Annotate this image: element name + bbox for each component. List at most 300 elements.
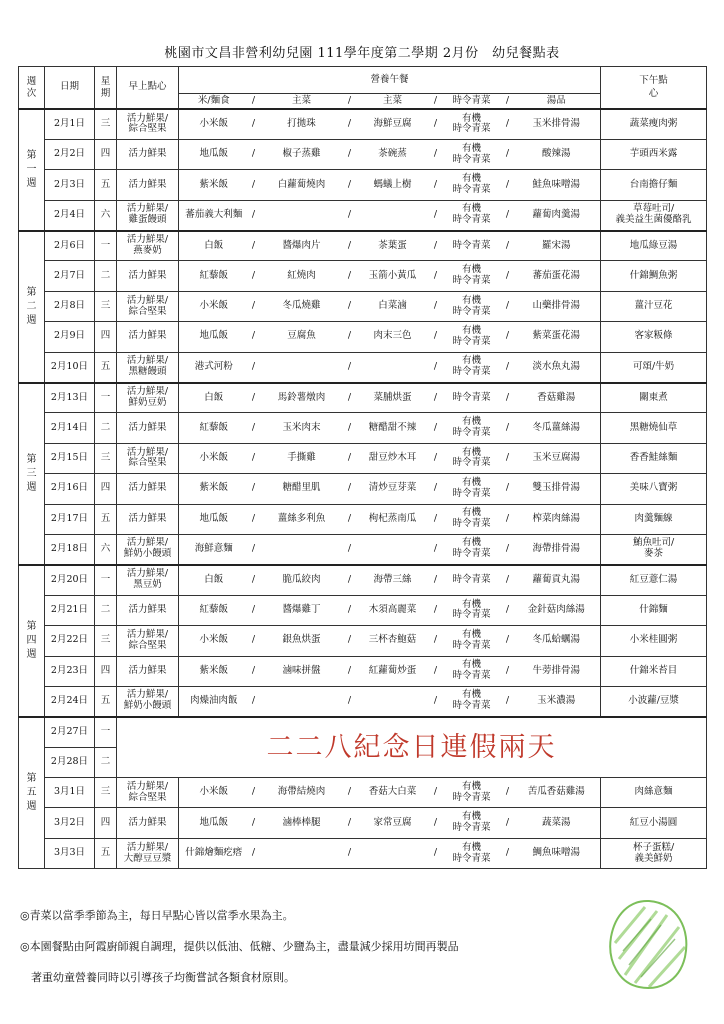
slash: / (249, 838, 259, 868)
afternoon-snack: 蔬菜瘦肉粥 (601, 109, 707, 139)
weekday-cell: 五 (95, 352, 117, 382)
main-dish-1 (259, 686, 345, 716)
slash: / (249, 94, 259, 110)
main-dish-1: 薑絲多利魚 (259, 504, 345, 534)
header-soup: 湯品 (513, 94, 601, 110)
slash: / (431, 291, 441, 321)
slash: / (503, 838, 513, 868)
cabbage-illustration (605, 895, 693, 995)
table-row (19, 686, 707, 716)
morning-snack: 活力鮮果/ 鮮奶豆奶 (117, 383, 179, 413)
slash: / (503, 778, 513, 808)
slash: / (345, 383, 355, 413)
slash: / (503, 443, 513, 473)
soup-cell: 玉米排骨湯 (513, 109, 601, 139)
slash: / (503, 595, 513, 625)
afternoon-snack: 肉絲意麵 (601, 778, 707, 808)
afternoon-snack: 關東煮 (601, 383, 707, 413)
table-row (19, 474, 707, 504)
date-cell: 3月3日 (45, 838, 95, 868)
table-row (19, 656, 707, 686)
table-row (19, 534, 707, 564)
table-row (19, 595, 707, 625)
date-cell: 2月1日 (45, 109, 95, 139)
table-row (19, 504, 707, 534)
rice-cell: 小米飯 (179, 291, 249, 321)
slash: / (249, 322, 259, 352)
weekday-cell: 五 (95, 504, 117, 534)
main-dish-1 (259, 200, 345, 230)
morning-snack: 活力鮮果 (117, 504, 179, 534)
header-weekday: 星期 (95, 67, 117, 110)
morning-snack: 活力鮮果/ 鮮奶小饅頭 (117, 534, 179, 564)
afternoon-snack: 黑糖燒仙草 (601, 413, 707, 443)
slash: / (249, 413, 259, 443)
date-cell: 2月4日 (45, 200, 95, 230)
main-dish-1 (259, 352, 345, 382)
slash: / (249, 474, 259, 504)
slash: / (345, 170, 355, 200)
date-cell: 2月28日 (45, 747, 95, 777)
slash: / (503, 808, 513, 838)
slash: / (345, 686, 355, 716)
weekday-cell: 四 (95, 139, 117, 169)
table-row (19, 170, 707, 200)
vegetable-cell: 有機 時令青菜 (441, 261, 503, 291)
vegetable-cell: 有機 時令青菜 (441, 322, 503, 352)
slash: / (503, 474, 513, 504)
rice-cell: 白飯 (179, 383, 249, 413)
main-dish-1: 手撕雞 (259, 443, 345, 473)
vegetable-cell: 有機 時令青菜 (441, 352, 503, 382)
slash: / (345, 261, 355, 291)
weekday-cell: 四 (95, 322, 117, 352)
main-dish-1: 玉米肉末 (259, 413, 345, 443)
slash: / (249, 626, 259, 656)
week-label-char: 第 (26, 286, 37, 298)
main-dish-2 (355, 200, 431, 230)
menu-body (19, 109, 707, 869)
slash: / (431, 474, 441, 504)
afternoon-snack: 什錦米苔目 (601, 656, 707, 686)
slash: / (503, 565, 513, 595)
date-cell: 2月10日 (45, 352, 95, 382)
soup-cell: 榨菜肉絲湯 (513, 504, 601, 534)
week-label-char: 第 (26, 149, 37, 161)
vegetable-cell: 有機 時令青菜 (441, 139, 503, 169)
slash: / (249, 686, 259, 716)
date-cell: 2月8日 (45, 291, 95, 321)
header-date: 日期 (45, 67, 95, 110)
slash: / (503, 504, 513, 534)
main-dish-1: 豆腐魚 (259, 322, 345, 352)
slash: / (249, 808, 259, 838)
slash: / (431, 595, 441, 625)
vegetable-cell: 有機 時令青菜 (441, 200, 503, 230)
afternoon-snack: 杯子蛋糕/ 義美鮮奶 (601, 838, 707, 868)
afternoon-snack: 小米桂圓粥 (601, 626, 707, 656)
rice-cell: 白飯 (179, 231, 249, 261)
morning-snack: 活力鮮果/ 大醇豆豆漿 (117, 838, 179, 868)
weekday-cell: 一 (95, 383, 117, 413)
rice-cell: 蕃茄義大利麵 (179, 200, 249, 230)
vegetable-cell: 有機 時令青菜 (441, 413, 503, 443)
slash: / (503, 626, 513, 656)
table-row (19, 383, 707, 413)
date-cell: 2月20日 (45, 565, 95, 595)
week-label-char: 第 (26, 620, 37, 632)
soup-cell: 蘿蔔肉羹湯 (513, 200, 601, 230)
soup-cell: 酸辣湯 (513, 139, 601, 169)
slash: / (345, 808, 355, 838)
afternoon-snack: 芋頭西米露 (601, 139, 707, 169)
date-cell: 2月14日 (45, 413, 95, 443)
rice-cell: 地瓜飯 (179, 808, 249, 838)
soup-cell: 玉米豆腐湯 (513, 443, 601, 473)
header-morning: 早上點心 (117, 67, 179, 110)
main-dish-1: 海帶結燒肉 (259, 778, 345, 808)
rice-cell: 地瓜飯 (179, 139, 249, 169)
rice-cell: 地瓜飯 (179, 322, 249, 352)
menu-table (18, 66, 707, 869)
slash: / (345, 626, 355, 656)
morning-snack: 活力鮮果 (117, 595, 179, 625)
table-row (19, 109, 707, 139)
main-dish-2: 糖醋甜不辣 (355, 413, 431, 443)
table-row (19, 261, 707, 291)
slash: / (345, 109, 355, 139)
slash: / (345, 504, 355, 534)
week-label-char: 一 (26, 163, 37, 175)
slash: / (345, 534, 355, 564)
header-veg: 時令青菜 (441, 94, 503, 110)
weekday-cell: 二 (95, 261, 117, 291)
soup-cell: 鮭魚味噌湯 (513, 170, 601, 200)
slash: / (345, 474, 355, 504)
slash: / (345, 778, 355, 808)
slash: / (431, 352, 441, 382)
afternoon-snack: 紅豆小湯圓 (601, 808, 707, 838)
vegetable-cell: 有機 時令青菜 (441, 808, 503, 838)
note-1: ◎青菜以當季季節為主，每日早點心皆以當季水果為主。 (20, 909, 294, 922)
slash: / (249, 656, 259, 686)
weekday-cell: 三 (95, 109, 117, 139)
date-cell: 2月21日 (45, 595, 95, 625)
soup-cell: 羅宋湯 (513, 231, 601, 261)
vegetable-cell: 有機 時令青菜 (441, 170, 503, 200)
slash: / (345, 352, 355, 382)
vegetable-cell: 有機 時令青菜 (441, 595, 503, 625)
main-dish-1: 糖醋里肌 (259, 474, 345, 504)
date-cell: 2月9日 (45, 322, 95, 352)
slash: / (431, 231, 441, 261)
main-dish-1: 醬爆雞丁 (259, 595, 345, 625)
slash: / (431, 261, 441, 291)
main-dish-2: 肉末三色 (355, 322, 431, 352)
rice-cell: 紅藜飯 (179, 595, 249, 625)
main-dish-1: 銀魚烘蛋 (259, 626, 345, 656)
slash: / (503, 686, 513, 716)
table-row (19, 808, 707, 838)
slash: / (249, 443, 259, 473)
morning-snack: 活力鮮果/ 綜合堅果 (117, 443, 179, 473)
slash: / (503, 352, 513, 382)
slash: / (431, 109, 441, 139)
weekday-cell: 五 (95, 838, 117, 868)
afternoon-snack: 草莓吐司/ 義美益生菌優酪乳 (601, 200, 707, 230)
main-dish-2: 海鮮豆腐 (355, 109, 431, 139)
header-main1: 主菜 (259, 94, 345, 110)
vegetable-cell: 有機 時令青菜 (441, 291, 503, 321)
morning-snack: 活力鮮果/ 綜合堅果 (117, 778, 179, 808)
weekday-cell: 三 (95, 443, 117, 473)
main-dish-1: 馬鈴薯燉肉 (259, 383, 345, 413)
main-dish-2: 螞蟻上樹 (355, 170, 431, 200)
table-row (19, 231, 707, 261)
table-row (19, 838, 707, 868)
rice-cell: 什錦燴麵疙瘩 (179, 838, 249, 868)
rice-cell: 地瓜飯 (179, 504, 249, 534)
soup-cell: 牛蒡排骨湯 (513, 656, 601, 686)
main-dish-2: 甜豆炒木耳 (355, 443, 431, 473)
morning-snack: 活力鮮果/ 黑糖饅頭 (117, 352, 179, 382)
slash: / (503, 383, 513, 413)
weekday-cell: 五 (95, 686, 117, 716)
afternoon-snack: 客家粄條 (601, 322, 707, 352)
date-cell: 2月27日 (45, 717, 95, 747)
main-dish-2 (355, 686, 431, 716)
morning-snack: 活力鮮果/ 雞蛋饅頭 (117, 200, 179, 230)
morning-snack: 活力鮮果/ 黑豆奶 (117, 565, 179, 595)
page-title: 桃園市文昌非營利幼兒園 111學年度第二學期 2月份 幼兒餐點表 (164, 46, 560, 61)
slash: / (249, 291, 259, 321)
slash: / (345, 200, 355, 230)
main-dish-1 (259, 534, 345, 564)
week-label-char: 週 (26, 481, 37, 493)
week-label-char: 二 (26, 300, 37, 312)
week-label-char: 週 (26, 648, 37, 660)
slash: / (503, 534, 513, 564)
header-lunch: 營養午餐 (179, 67, 601, 94)
weekday-cell: 二 (95, 595, 117, 625)
slash: / (503, 413, 513, 443)
table-row (19, 565, 707, 595)
morning-snack: 活力鮮果 (117, 656, 179, 686)
weekday-cell: 一 (95, 565, 117, 595)
slash: / (431, 565, 441, 595)
table-row (19, 626, 707, 656)
afternoon-snack: 香香鮭絲麵 (601, 443, 707, 473)
morning-snack: 活力鮮果/ 綜合堅果 (117, 291, 179, 321)
header-rice: 米/麵食 (179, 94, 249, 110)
vegetable-cell: 有機 時令青菜 (441, 778, 503, 808)
soup-cell: 鯛魚味噌湯 (513, 838, 601, 868)
main-dish-1: 打拋珠 (259, 109, 345, 139)
soup-cell: 蘿蔔貢丸湯 (513, 565, 601, 595)
soup-cell: 蕃茄蛋花湯 (513, 261, 601, 291)
main-dish-2: 玉箭小黃瓜 (355, 261, 431, 291)
morning-snack: 活力鮮果 (117, 170, 179, 200)
date-cell: 2月7日 (45, 261, 95, 291)
afternoon-snack: 什錦麵 (601, 595, 707, 625)
vegetable-cell: 有機 時令青菜 (441, 686, 503, 716)
rice-cell: 海鮮意麵 (179, 534, 249, 564)
note-3: 著重幼童營養同時以引導孩子均衡嘗試各類食材原則。 (20, 971, 295, 984)
weekday-cell: 四 (95, 656, 117, 686)
date-cell: 2月15日 (45, 443, 95, 473)
vegetable-cell: 有機 時令青菜 (441, 443, 503, 473)
week-label-char: 四 (26, 634, 37, 646)
morning-snack: 活力鮮果/ 綜合堅果 (117, 626, 179, 656)
week-label-char: 第 (26, 453, 37, 465)
main-dish-1: 醬爆肉片 (259, 231, 345, 261)
rice-cell: 紅藜飯 (179, 261, 249, 291)
header-afternoon: 下午點心 (601, 67, 707, 110)
main-dish-2: 茶碗蒸 (355, 139, 431, 169)
date-cell: 2月13日 (45, 383, 95, 413)
soup-cell: 海帶排骨湯 (513, 534, 601, 564)
rice-cell: 小米飯 (179, 109, 249, 139)
slash: / (249, 352, 259, 382)
main-dish-2: 海帶三絲 (355, 565, 431, 595)
soup-cell: 冬瓜薑絲湯 (513, 413, 601, 443)
weekday-cell: 六 (95, 200, 117, 230)
slash: / (431, 94, 441, 110)
morning-snack: 活力鮮果 (117, 474, 179, 504)
week-label-char: 三 (26, 467, 37, 479)
main-dish-1: 滷味拼盤 (259, 656, 345, 686)
morning-snack: 活力鮮果 (117, 322, 179, 352)
slash: / (345, 291, 355, 321)
week-label-char: 五 (26, 787, 37, 799)
slash: / (431, 170, 441, 200)
date-cell: 2月18日 (45, 534, 95, 564)
date-cell: 2月22日 (45, 626, 95, 656)
main-dish-2: 枸杞蒸南瓜 (355, 504, 431, 534)
slash: / (431, 443, 441, 473)
slash: / (431, 139, 441, 169)
vegetable-cell: 有機 時令青菜 (441, 534, 503, 564)
slash: / (503, 94, 513, 110)
main-dish-1: 椒子蒸雞 (259, 139, 345, 169)
vegetable-cell: 有機 時令青菜 (441, 626, 503, 656)
slash: / (345, 656, 355, 686)
slash: / (431, 778, 441, 808)
slash: / (503, 139, 513, 169)
rice-cell: 小米飯 (179, 778, 249, 808)
weekday-cell: 五 (95, 170, 117, 200)
vegetable-cell: 有機 時令青菜 (441, 474, 503, 504)
afternoon-snack: 台南擔仔麵 (601, 170, 707, 200)
date-cell: 3月2日 (45, 808, 95, 838)
soup-cell: 山藥排骨湯 (513, 291, 601, 321)
soup-cell: 雙玉排骨湯 (513, 474, 601, 504)
main-dish-2: 清炒豆芽菜 (355, 474, 431, 504)
slash: / (345, 838, 355, 868)
vegetable-cell: 時令青菜 (441, 231, 503, 261)
soup-cell: 冬瓜蛤蠣湯 (513, 626, 601, 656)
week-label (19, 231, 45, 383)
slash: / (431, 656, 441, 686)
slash: / (431, 838, 441, 868)
weekday-cell: 四 (95, 474, 117, 504)
slash: / (249, 595, 259, 625)
slash: / (345, 443, 355, 473)
rice-cell: 紫米飯 (179, 170, 249, 200)
vegetable-cell: 有機 時令青菜 (441, 504, 503, 534)
slash: / (431, 383, 441, 413)
rice-cell: 港式河粉 (179, 352, 249, 382)
main-dish-2: 香菇大白菜 (355, 778, 431, 808)
week-label-char: 週 (26, 177, 37, 189)
rice-cell: 紫米飯 (179, 656, 249, 686)
morning-snack: 活力鮮果/ 綜合堅果 (117, 109, 179, 139)
main-dish-2: 紅蘿蔔炒蛋 (355, 656, 431, 686)
afternoon-snack: 可頌/牛奶 (601, 352, 707, 382)
slash: / (431, 808, 441, 838)
soup-cell: 紫菜蛋花湯 (513, 322, 601, 352)
week-label (19, 717, 45, 869)
table-row (19, 443, 707, 473)
header-main2: 主菜 (355, 94, 431, 110)
slash: / (345, 231, 355, 261)
main-dish-1: 滷棒棒腿 (259, 808, 345, 838)
table-row (19, 413, 707, 443)
afternoon-snack: 薑汁豆花 (601, 291, 707, 321)
week-label-char: 週 (26, 314, 37, 326)
slash: / (249, 109, 259, 139)
soup-cell: 金針菇肉絲湯 (513, 595, 601, 625)
morning-snack: 活力鮮果 (117, 808, 179, 838)
slash: / (431, 534, 441, 564)
soup-cell: 蔬菜湯 (513, 808, 601, 838)
date-cell: 2月24日 (45, 686, 95, 716)
soup-cell: 苦瓜香菇雞湯 (513, 778, 601, 808)
main-dish-1: 脆瓜絞肉 (259, 565, 345, 595)
morning-snack: 活力鮮果/ 鮮奶小饅頭 (117, 686, 179, 716)
slash: / (249, 534, 259, 564)
main-dish-1 (259, 838, 345, 868)
main-dish-2 (355, 534, 431, 564)
week-label (19, 109, 45, 231)
weekday-cell: 一 (95, 717, 117, 747)
slash: / (249, 231, 259, 261)
date-cell: 2月2日 (45, 139, 95, 169)
date-cell: 2月3日 (45, 170, 95, 200)
table-row (19, 778, 707, 808)
morning-snack: 活力鮮果 (117, 139, 179, 169)
date-cell: 3月1日 (45, 778, 95, 808)
vegetable-cell: 有機 時令青菜 (441, 109, 503, 139)
rice-cell: 紫米飯 (179, 474, 249, 504)
table-row (19, 322, 707, 352)
week-label (19, 383, 45, 565)
morning-snack: 活力鮮果/ 燕麥奶 (117, 231, 179, 261)
main-dish-2: 木須高麗菜 (355, 595, 431, 625)
slash: / (431, 626, 441, 656)
slash: / (249, 565, 259, 595)
vegetable-cell: 有機 時令青菜 (441, 838, 503, 868)
main-dish-2: 菜脯烘蛋 (355, 383, 431, 413)
date-cell: 2月6日 (45, 231, 95, 261)
soup-cell: 玉米濃湯 (513, 686, 601, 716)
main-dish-2: 家常豆腐 (355, 808, 431, 838)
weekday-cell: 二 (95, 747, 117, 777)
morning-snack: 活力鮮果 (117, 261, 179, 291)
slash: / (503, 170, 513, 200)
note-2: ◎本園餐點由阿霞廚師親自調理，提供以低油、低糖、少鹽為主，盡量減少採用坊間再製品 (20, 940, 459, 953)
soup-cell: 香菇雞湯 (513, 383, 601, 413)
